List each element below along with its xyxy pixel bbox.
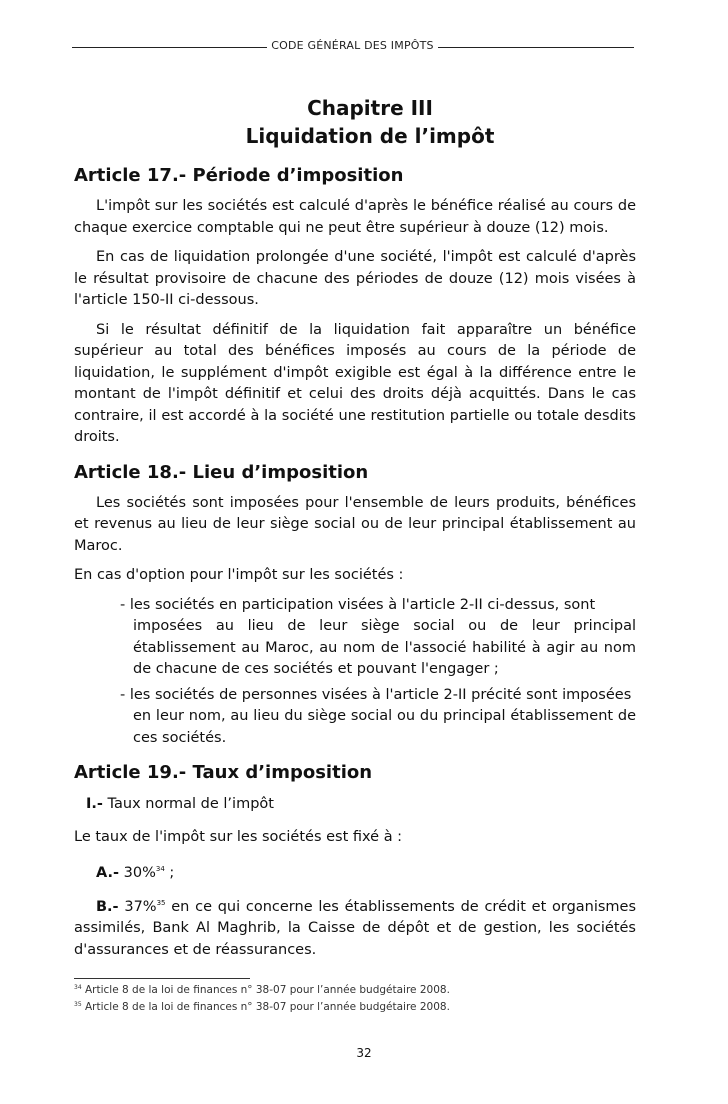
- article-17-paragraph-1: L'impôt sur les sociétés est calculé d'après le bénéfice réalisé au cours de chaque exercice comptable qui ne peut être supérieur à douze (12) mois.: [74, 198, 636, 236]
- article-17-paragraph-2: En cas de liquidation prolongée d'une société, l'impôt est calculé d'après le résultat provisoire de chacune des périodes de douze (12) mois visées à l'article 150-II ci-dessous.: [74, 249, 636, 308]
- rate-b-text: en ce qui concerne les établissements de crédit et organismes assimilés, Bank Al Maghrib, la Caisse de dépôt et de gestion, les sociétés d'assurances et de réassurances.: [74, 898, 637, 958]
- rate-b-label: B.-: [96, 898, 119, 915]
- rate-b: [74, 893, 636, 962]
- article-18-paragraph-1: Les sociétés sont imposées pour l'ensemble de leurs produits, bénéfices et revenus au lieu de leur siège social ou de leur principal établissement au Maroc.: [74, 494, 636, 554]
- article-17-paragraph-3: Si le résultat définitif de la liquidation fait apparaître un bénéfice supérieur au total des bénéfices imposés au cours de la période de liquidation, le supplément d'impôt exigible est égal à la différence entre le montant de l'impôt définitif et celui des droits déjà acquittés. Dans le cas contraire, il est accordé à la société une restitution partielle ou totale desdits droits.: [74, 321, 636, 445]
- header-rule-right: [438, 47, 634, 48]
- page-number: 32: [356, 1046, 372, 1060]
- rate-a: [74, 859, 636, 885]
- header-rule-left: [72, 47, 267, 48]
- footnote: [74, 984, 450, 996]
- chapter-title: [74, 94, 636, 150]
- rate-a-value: 30%: [123, 865, 156, 881]
- footnote: [74, 1001, 450, 1013]
- footnote-text: Article 8 de la loi de finances n° 38-07 pour l’année budgétaire 2008.: [84, 1001, 450, 1013]
- chapter-number: Chapitre III: [307, 96, 433, 120]
- section-i-label: I.-: [86, 796, 103, 812]
- list-item-continuation: en leur nom, au lieu du siège social ou du principal établissement de ces sociétés.: [133, 708, 636, 746]
- rate-a-label: A.-: [96, 865, 120, 881]
- page-body: [74, 94, 636, 961]
- footnote-separator: [74, 978, 250, 979]
- list-item-first-line: - les sociétés de personnes visées à l'article 2-II précité sont imposées: [120, 686, 632, 703]
- header-title: CODE GÉNÉRAL DES IMPÔTS: [271, 39, 434, 52]
- article-18-heading: Article 18.- Lieu d’imposition: [74, 461, 369, 483]
- footnote-ref-34: 34: [155, 865, 165, 873]
- footnote-number: 35: [74, 1001, 82, 1008]
- footnote-text: Article 8 de la loi de finances n° 38-07 pour l’année budgétaire 2008.: [84, 984, 450, 996]
- footnote-ref-35: 35: [156, 898, 166, 907]
- chapter-subtitle: Liquidation de l’impôt: [245, 124, 495, 148]
- article-19-heading: Article 19.- Taux d’imposition: [74, 762, 373, 783]
- rate-a-end: ;: [169, 865, 175, 881]
- article-18-paragraph-2: En cas d'option pour l'impôt sur les sociétés :: [74, 567, 404, 583]
- section-i-heading: [74, 794, 636, 816]
- rate-intro: Le taux de l'impôt sur les sociétés est fixé à :: [74, 828, 403, 845]
- section-i-text: Taux normal de l’impôt: [107, 796, 274, 812]
- list-item: [120, 595, 636, 681]
- article-17-heading: Article 17.- Période d’imposition: [74, 165, 404, 186]
- footnote-number: 34: [74, 984, 82, 991]
- running-header: [72, 38, 634, 58]
- list-item-continuation: imposées au lieu de leur siège social ou de leur principal établissement au Maroc, au nom de l'associé habilité à agir au nom de chacune de ces sociétés et pouvant l'engager ;: [133, 618, 636, 677]
- list-item: [120, 685, 636, 750]
- rate-b-value: 37%: [124, 898, 157, 915]
- list-item-first-line: - les sociétés en participation visées à l'article 2-II ci-dessus, sont: [120, 596, 596, 613]
